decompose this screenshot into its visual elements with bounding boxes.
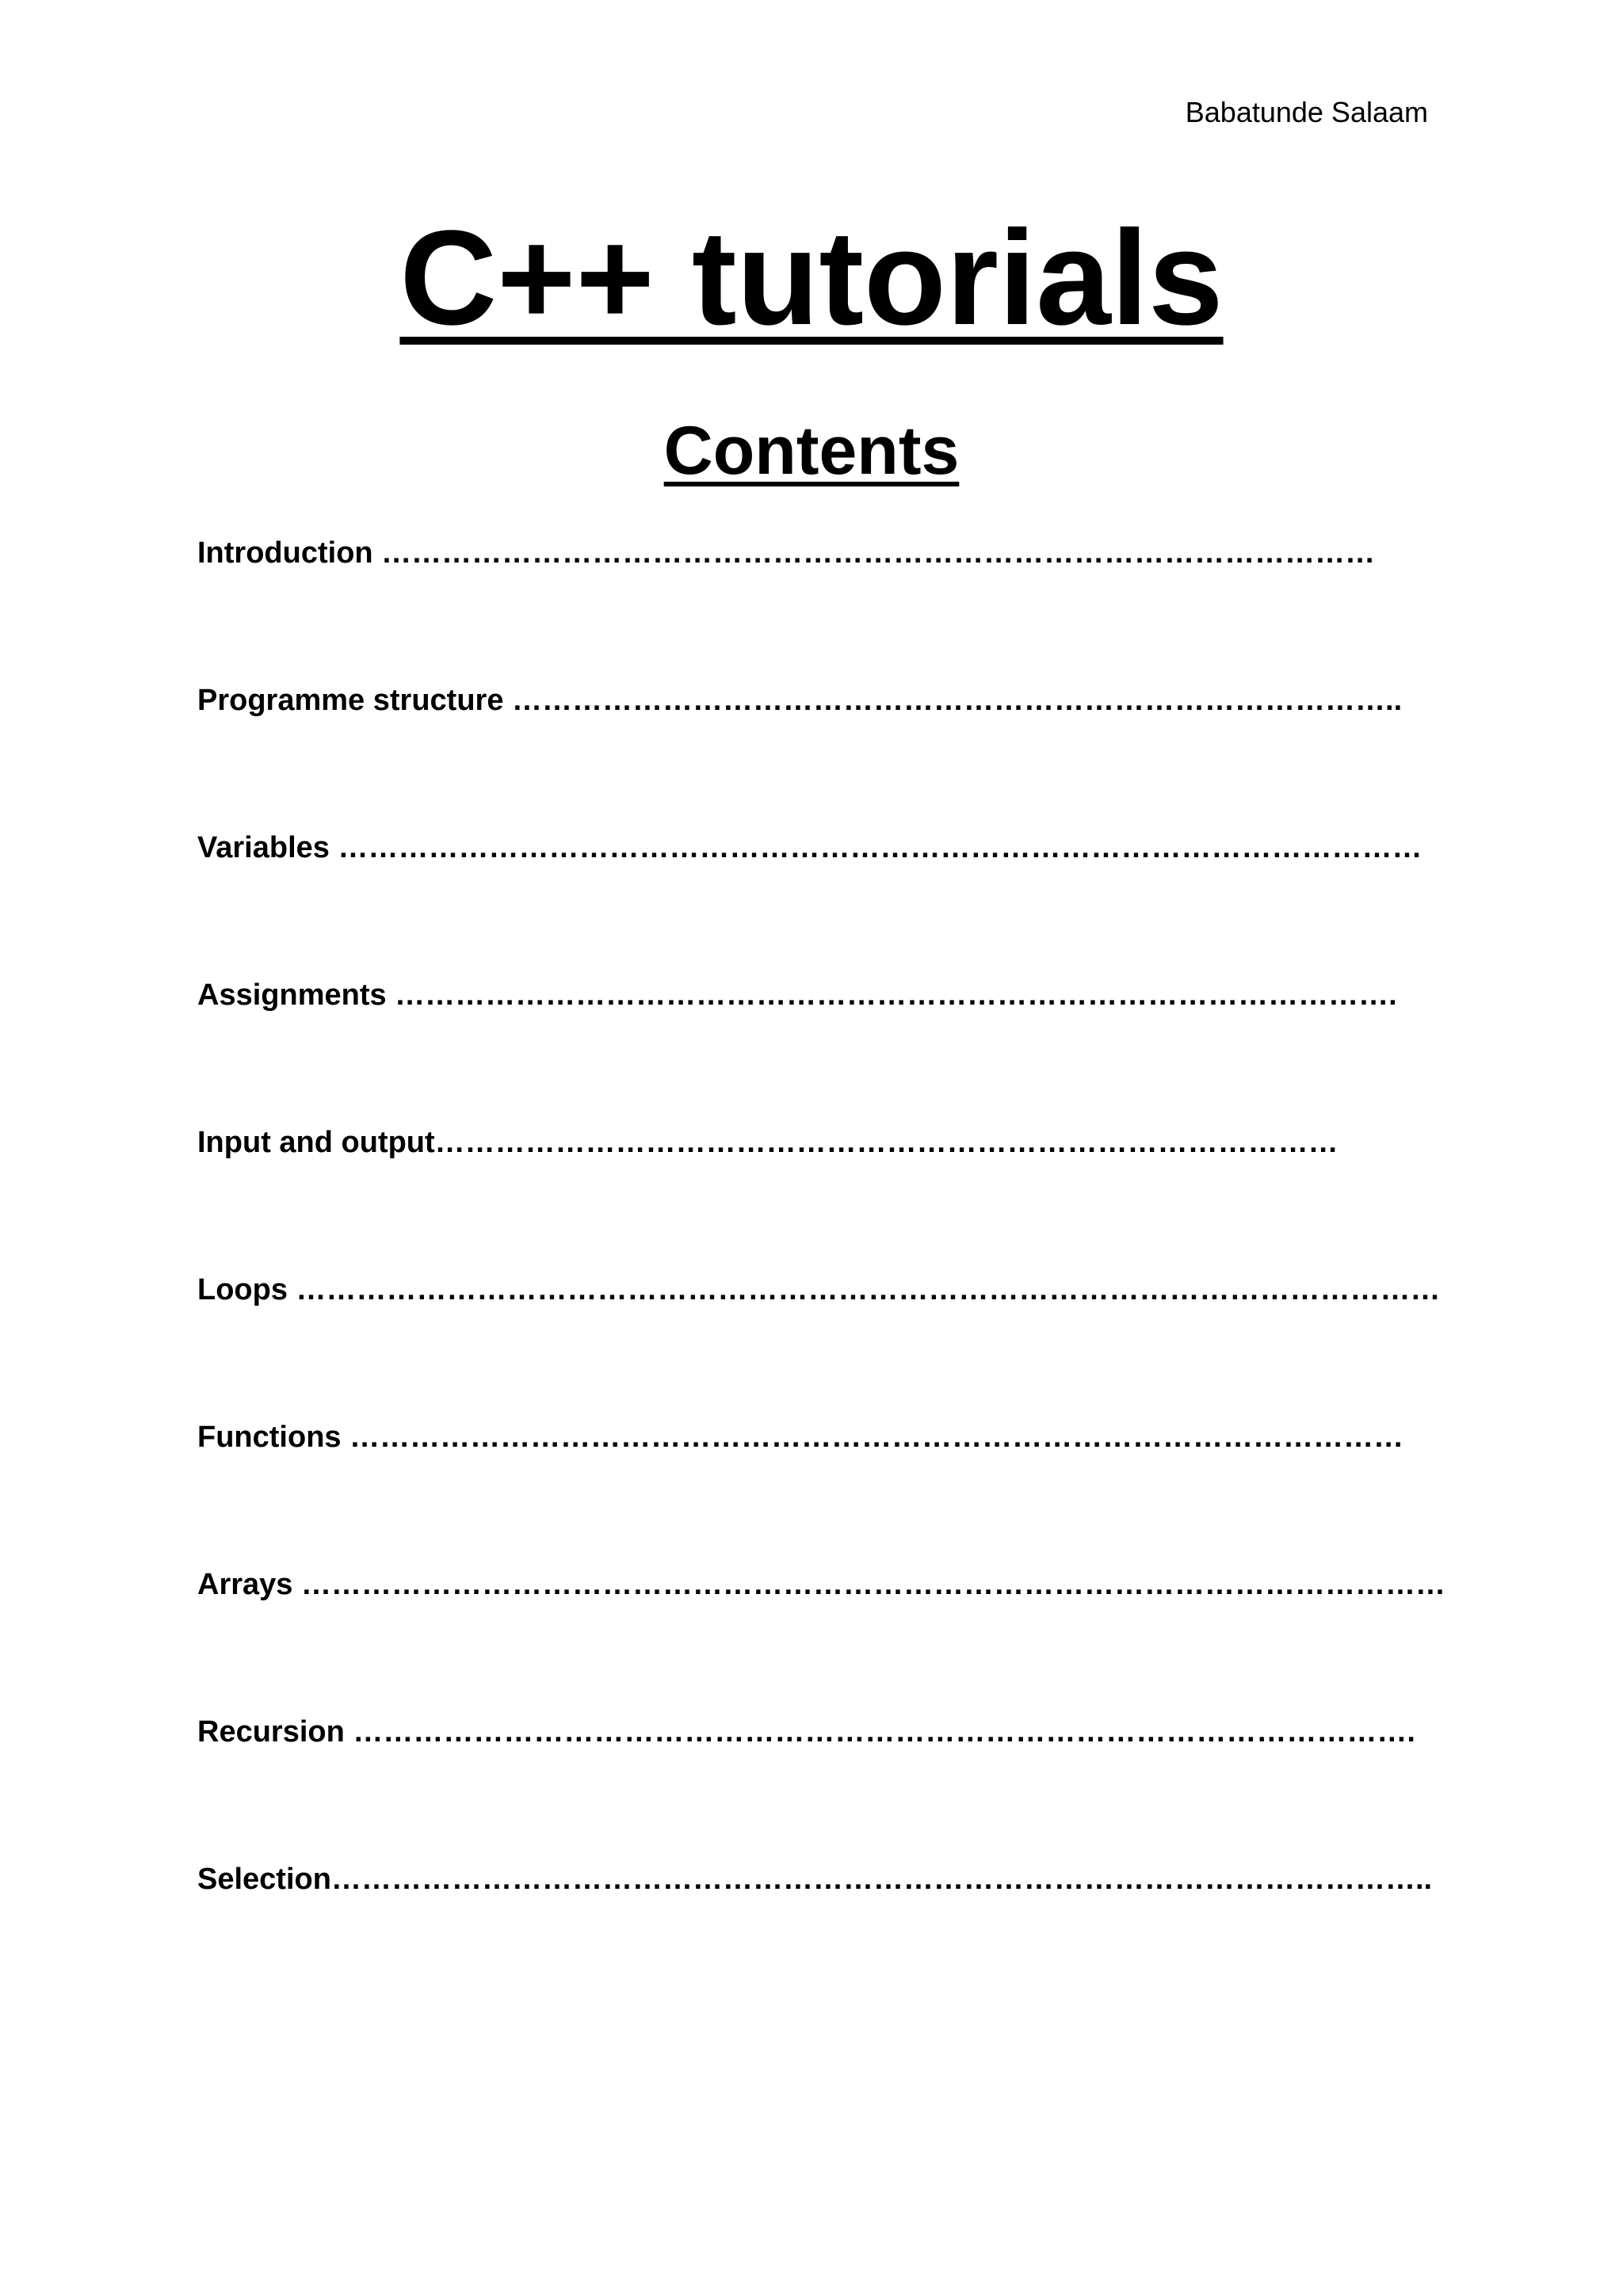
author-name: Babatunde Salaam <box>1185 96 1428 128</box>
toc-entry-programme-structure: Programme structure …………………………………………………………………………….. <box>197 684 1403 717</box>
toc-entry-input-and-output: Input and output……………………………………………………………………………… <box>197 1126 1338 1159</box>
toc-entry-introduction: Introduction ……………………………………………………………………………………… <box>197 536 1376 570</box>
toc-entry-arrays: Arrays …………………………………………………………………………………………………… <box>197 1568 1445 1601</box>
toc-entry-loops: Loops …………………………………………………………………………………………………… <box>197 1273 1441 1306</box>
document-title <box>0 203 1623 353</box>
toc-entry-functions: Functions …………………………………………………………………………………………… <box>197 1421 1404 1454</box>
contents-heading <box>0 413 1623 489</box>
document-title-text: C++ tutorials <box>399 203 1224 353</box>
table-of-contents <box>197 537 1445 2011</box>
toc-entry-assignments: Assignments ………………………………………………………………………………………. <box>197 978 1397 1012</box>
toc-entry-variables: Variables ……………………………………………………………………………………………… <box>197 831 1423 864</box>
toc-entry-recursion: Recursion ……………………………………………………………………………………………. <box>197 1715 1415 1749</box>
toc-entry-selection: Selection……………………………………………………………………………………………….. <box>197 1863 1433 1896</box>
contents-heading-text: Contents <box>663 413 960 489</box>
